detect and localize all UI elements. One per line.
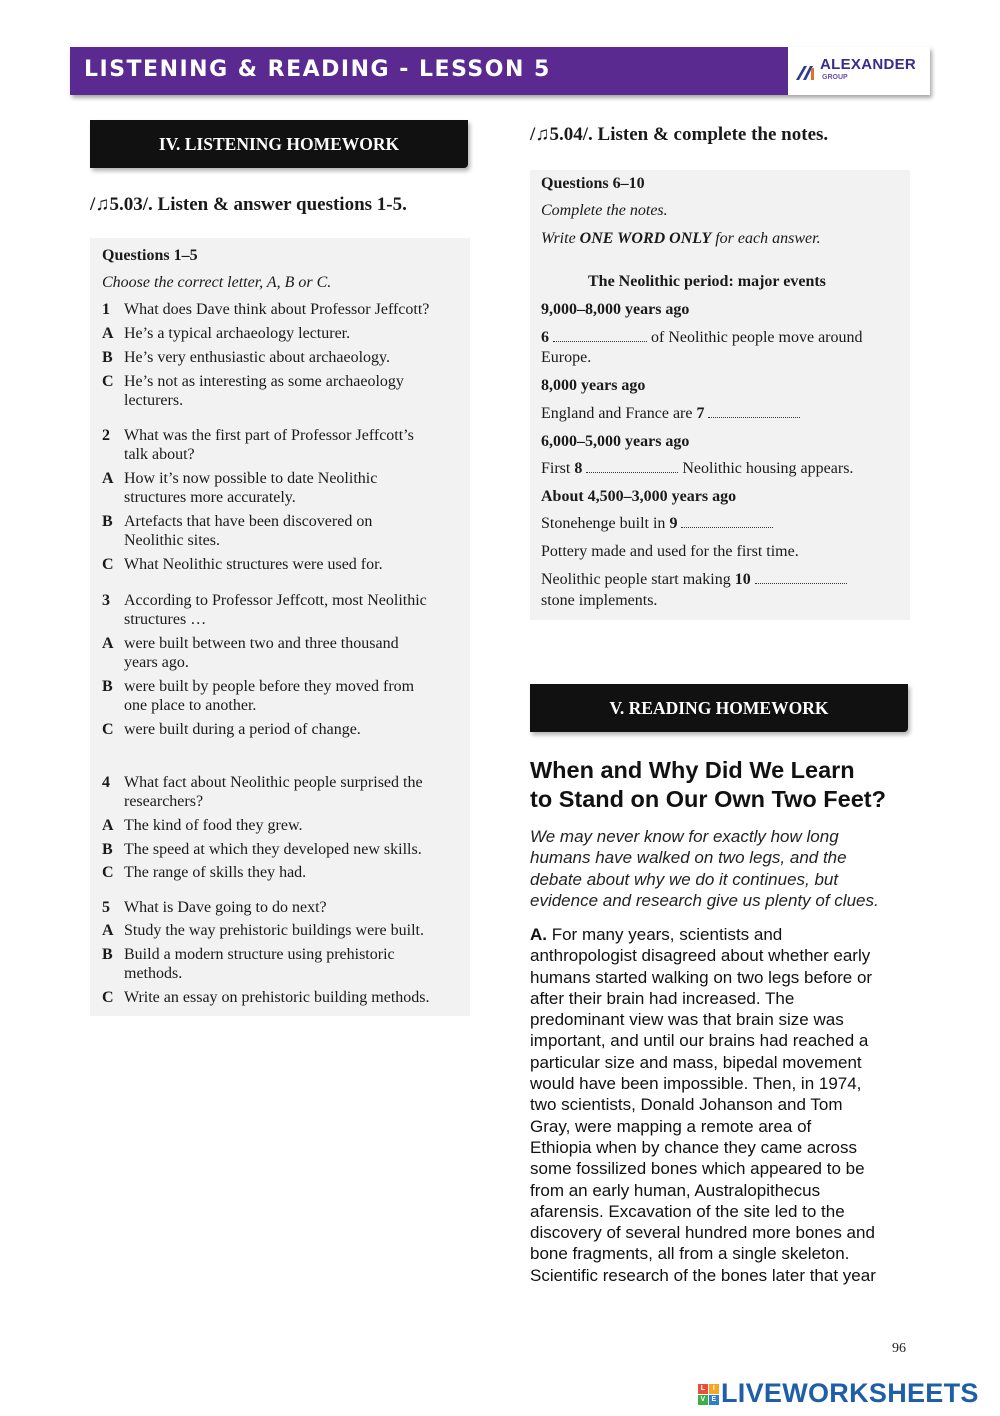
- intro-line: humans have walked on two legs, and the: [530, 848, 847, 868]
- period-4-heading: About 4,500–3,000 years ago: [541, 488, 737, 505]
- gap-7-blank: [708, 405, 800, 418]
- liveworksheets-brand[interactable]: [698, 1378, 979, 1409]
- body-line: two scientists, Donald Johanson and Tom: [530, 1095, 843, 1115]
- listening-section-title: IV. LISTENING HOMEWORK: [158, 134, 400, 154]
- gap-10-line-cont: stone implements.: [541, 592, 658, 609]
- pottery-line: Pottery made and used for the first time.: [541, 543, 799, 560]
- logo-sub: GROUP: [822, 74, 848, 81]
- body-line: some fossilized bones which appeared to be: [530, 1159, 865, 1179]
- gap-6-line-cont: Europe.: [541, 349, 592, 366]
- body-line: humans started walking on two legs before or: [530, 967, 873, 987]
- body-line: Ethiopia when by chance they came across: [530, 1137, 857, 1157]
- body-line: after their brain had increased. The: [530, 988, 795, 1008]
- article-intro: [530, 826, 930, 911]
- article-title-line-2: to Stand on Our Own Two Feet?: [530, 786, 886, 812]
- period-3-heading: 6,000–5,000 years ago: [541, 433, 690, 450]
- body-line: Gray, were mapping a remote area of: [530, 1116, 812, 1136]
- reading-section-bar: [530, 684, 908, 732]
- body-line: important, and until our brains had reached a: [530, 1031, 869, 1051]
- gap-7-line: England and France are 7: [541, 405, 800, 423]
- notes-instruction-2: Write ONE WORD ONLY for each answer.: [541, 230, 821, 247]
- notes-instruction-1: Complete the notes.: [541, 202, 668, 219]
- listening-task-2: /♫5.04/. Listen & complete the notes.: [530, 124, 829, 145]
- gap-10-blank: [755, 571, 847, 584]
- gap-6-blank: [553, 329, 647, 342]
- notes-title: The Neolithic period: major events: [588, 273, 826, 290]
- questions-1-5-block: Questions 1–5 Choose the correct letter, A, B or C. 1 What does Dave think about Professor Jeffcott? A He’s a typical archaeology lecturer. B He’s very enthusiastic about archaeology. C He’s not as interesting as some archaeology lecturers. 2 What was the first part of Professor Jeffcott’s talk about? A How it’s now possible to date Neolithic structures more accurately. B Artefacts that have been discovered on Neolithic sites. C What Neolithic structures were used for. 3 According to Professor Jeffcott, most Neolithic structures … A were built between two and three thousand years ago. B were built by people before they moved from one place to another. C were built during a period of change. 4 What fact about Neolithic people surprised the researchers? A The kind of food they grew. B The speed at which they developed new skills. C The range of skills they had. 5 What is Dave going to do next? A Study the way prehistoric buildings were built. B Build a modern structure using prehistoric methods. C Write an essay on prehistoric building methods.: [90, 238, 470, 1016]
- body-line: bone fragments, all from a single skeleton.: [530, 1244, 850, 1264]
- liveworksheets-text: LIVEWORKSHEETS: [721, 1378, 979, 1408]
- gap-10-line: Neolithic people start making 10: [541, 571, 847, 589]
- brand-logo: [788, 47, 930, 95]
- intro-line: debate about why we do it continues, but: [530, 869, 839, 889]
- body-line: discovery of several hundred more bones and: [530, 1223, 875, 1243]
- alexander-logo-icon: [796, 60, 818, 82]
- gap-8-line: First 8 Neolithic housing appears.: [541, 460, 854, 477]
- period-1-heading: 9,000–8,000 years ago: [541, 301, 690, 318]
- gap-9-blank: [681, 515, 773, 528]
- body-line: particular size and mass, bipedal movement: [530, 1052, 862, 1072]
- gap-8-blank: [586, 460, 678, 473]
- logo-name: ALEXANDER: [820, 56, 917, 73]
- body-line: from an early human, Australopithecus: [530, 1180, 821, 1200]
- paragraph-a: [530, 924, 930, 1286]
- page-number: 96: [892, 1341, 906, 1356]
- notes-block: [530, 170, 910, 620]
- gap-9-line: Stonehenge built in 9: [541, 515, 773, 533]
- questions-heading: Questions 1–5: [102, 247, 198, 264]
- period-2-heading: 8,000 years ago: [541, 377, 646, 394]
- article-title-line-1: When and Why Did We Learn: [530, 757, 855, 783]
- listening-section-bar: [90, 120, 468, 168]
- intro-line: evidence and research give us plenty of clues.: [530, 890, 879, 910]
- intro-line: We may never know for exactly how long: [530, 827, 839, 846]
- liveworksheets-logo-icon: L I V E: [698, 1384, 719, 1405]
- reading-section-title: V. READING HOMEWORK: [609, 698, 829, 718]
- article-title: [530, 756, 886, 814]
- lesson-title: LISTENING & READING - LESSON 5: [84, 57, 551, 82]
- body-line: would have been impossible. Then, in 1974,: [530, 1074, 862, 1094]
- body-line: Scientific research of the bones later that year: [530, 1265, 876, 1285]
- questions-instruction: Choose the correct letter, A, B or C.: [102, 274, 332, 291]
- body-line: A. For many years, scientists and: [530, 925, 783, 944]
- body-line: predominant view was that brain size was: [530, 1010, 844, 1030]
- body-line: afarensis. Excavation of the site led to the: [530, 1201, 845, 1221]
- body-line: anthropologist disagreed about whether early: [530, 946, 871, 966]
- page-header: [70, 47, 930, 95]
- notes-heading: Questions 6–10: [541, 175, 645, 192]
- gap-6-line: 6 of Neolithic people move around: [541, 329, 863, 346]
- paragraph-label: A.: [530, 925, 547, 944]
- listening-task-1: /♫5.03/. Listen & answer questions 1-5.: [90, 194, 407, 215]
